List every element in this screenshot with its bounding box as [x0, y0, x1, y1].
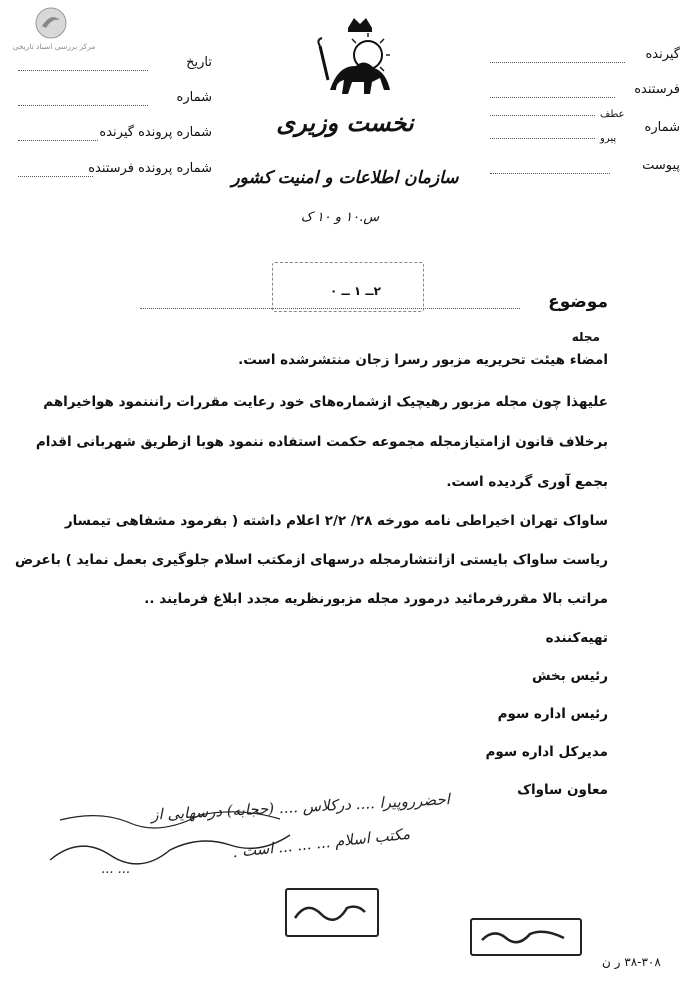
- body-line-7: مراتب بالا مقررفرمائید درمورد مجله مزبورنظریه مجدد ابلاغ فرمایند ..: [144, 591, 608, 607]
- number-line: [18, 105, 148, 106]
- follow-label: پیرو: [600, 133, 617, 144]
- watermark-text: مرکز بررسی اسناد تاریخی: [12, 42, 96, 51]
- handwritten-line-3: ... ...: [101, 862, 130, 877]
- sender-file-label: شماره پرونده فرستنده: [88, 161, 212, 176]
- date-label: تاریخ: [186, 55, 212, 70]
- body-line-5: ساواک تهران اخیراطی نامه مورخه ۲۸/ ۲/۲ اعلام داشته ( بفرمود مشفاهی تیمسار: [64, 513, 608, 529]
- watermark-logo: [8, 6, 98, 56]
- subject-label: موضوع: [548, 292, 608, 312]
- receiver-file-line: [18, 140, 98, 141]
- signature-section-head: رئیس بخش: [531, 668, 608, 684]
- signature-department-head: رئیس اداره سوم: [497, 706, 608, 722]
- stamp-scribble-icon: [287, 890, 373, 931]
- ministry-title: نخست وزیری: [276, 108, 414, 137]
- signature-savak-deputy: معاون ساواک: [517, 782, 608, 798]
- subject-value: ۲ــ ۱ ــ ۰: [330, 284, 381, 298]
- sender-file-line: [18, 176, 93, 177]
- body-line-1: امضاء هیئت تحریریه مزبور رسرا زجان منتشرشده است.: [238, 352, 608, 368]
- document-code: س.۱۰ و ۱۰ ک: [300, 210, 380, 225]
- attachment-label: پیوست: [642, 158, 680, 173]
- body-line-4: بجمع آوری گردیده است.: [446, 474, 608, 490]
- number-label: شماره: [176, 90, 212, 105]
- subject-line: [140, 308, 520, 309]
- ref-label: عطف: [600, 109, 625, 120]
- lion-and-sun-emblem-icon: [310, 10, 410, 110]
- follow-line: [490, 138, 595, 139]
- document-number: ۳۸-۳۰۸ ر ن: [602, 955, 661, 969]
- signature-preparer: تهیه‌کننده: [545, 630, 608, 646]
- stamp-box-right: [470, 918, 582, 956]
- receiver-file-label: شماره پرونده گیرنده: [99, 125, 212, 140]
- attachment-line: [490, 173, 610, 174]
- archive-logo-icon: [34, 6, 68, 40]
- date-line: [18, 70, 148, 71]
- sender-line: [490, 97, 615, 98]
- handwriting-scribble-icon: [40, 805, 360, 875]
- body-line-2: علیهذا چون مجله مزبور رهیچیک ازشماره‌های خود رعایت مقررات رانننمود هواخیراهم: [43, 394, 608, 410]
- handwritten-line-1: احضرروپیرا .... درکلاس .... (حجابه) درسهایی از: [150, 790, 451, 824]
- signature-director-general: مدیرکل اداره سوم: [485, 744, 608, 760]
- body-line-3: برخلاف قانون ازامتیازمجله مجموعه حکمت استفاده ننمود هوبا ازطریق شهربانی اقدام: [35, 434, 608, 450]
- recipient-label: گیرنده: [645, 47, 680, 62]
- stamp-box-left: [285, 888, 379, 937]
- subject-continuation: مجله: [571, 330, 600, 344]
- handwritten-line-2: مکتب اسلام ... ... ... است .: [231, 824, 411, 862]
- stamp-text-icon: [472, 920, 576, 950]
- sender-label: فرستنده: [634, 82, 680, 97]
- ref-line: [490, 115, 595, 116]
- recipient-line: [490, 62, 625, 63]
- organization-title: سازمان اطلاعات و امنیت کشور: [231, 168, 459, 188]
- ref-number-label: شماره: [644, 120, 680, 135]
- body-line-6: ریاست ساواک بایستی ازانتشارمجله درسهای ازمکتب اسلام جلوگیری بعمل نماید ) باعرض: [14, 552, 608, 568]
